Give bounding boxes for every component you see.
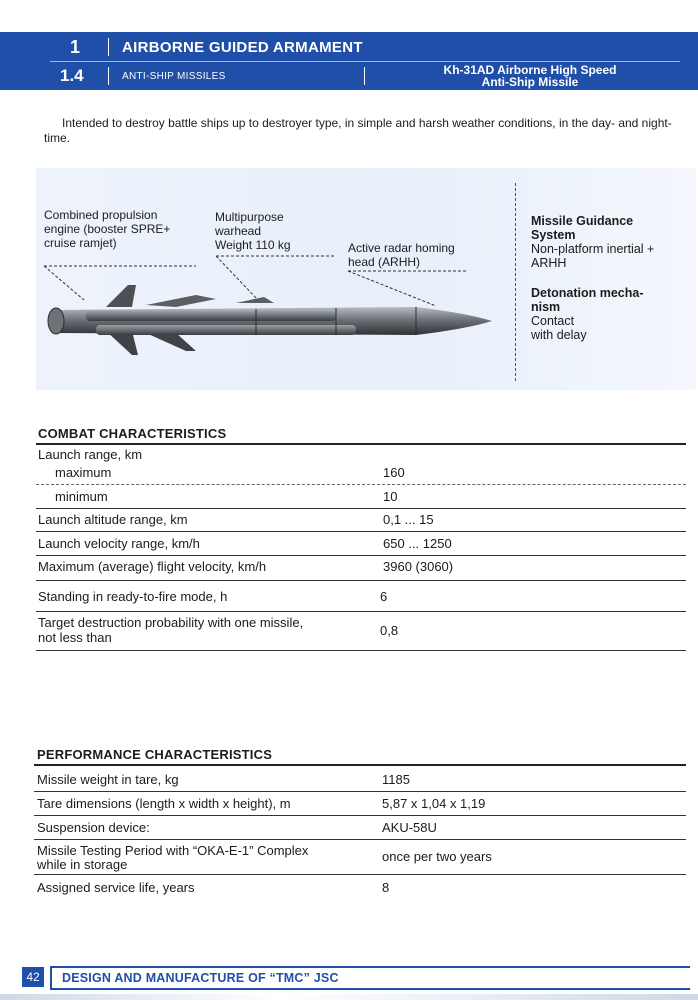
footer-bar xyxy=(50,966,690,990)
header-separator xyxy=(364,67,365,85)
header-separator xyxy=(108,38,109,56)
guidance-title: Missile Guidance System xyxy=(531,214,634,242)
propulsion-label: Combined propulsion engine (booster SPRE+ cruise ramjet) xyxy=(44,208,171,250)
table-rule xyxy=(36,580,686,581)
warhead-label: Multipurpose warhead Weight 110 kg xyxy=(215,210,291,252)
homing-head-label: Active radar homing head (ARHH) xyxy=(348,241,455,269)
table-rule xyxy=(36,531,686,532)
table-rule xyxy=(34,764,686,766)
intro-paragraph: Intended to destroy battle ships up to destroyer type, in simple and harsh weather conditions, in the day- and night-time. xyxy=(44,116,672,145)
page-number: 42 xyxy=(22,967,44,987)
missile-image xyxy=(36,255,496,365)
detonation-text: Contact with delay xyxy=(531,314,587,342)
product-title: Kh-31AD Airborne High Speed Anti-Ship Missile xyxy=(443,63,617,89)
section-number: 1.4 xyxy=(60,66,84,85)
footer-text: DESIGN AND MANUFACTURE OF “TMC” JSC xyxy=(62,971,339,985)
guidance-text: Non-platform inertial + ARHH xyxy=(531,242,655,270)
table-rule xyxy=(34,815,686,816)
table-rule xyxy=(36,555,686,556)
header-separator xyxy=(108,67,109,85)
table-rule xyxy=(34,839,686,840)
table-rule xyxy=(36,611,686,612)
table-rule xyxy=(36,484,686,485)
table-rule xyxy=(36,443,686,445)
chapter-title: AIRBORNE GUIDED ARMAMENT xyxy=(122,39,363,56)
table-rule xyxy=(36,650,686,651)
performance-section-title: PERFORMANCE CHARACTERISTICS xyxy=(37,747,273,762)
panel-divider xyxy=(515,183,516,381)
chapter-header xyxy=(0,32,698,62)
combat-section-title: COMBAT CHARACTERISTICS xyxy=(38,426,227,441)
table-rule xyxy=(36,508,686,509)
detonation-title: Detonation mecha- nism xyxy=(531,286,644,314)
chapter-number: 1 xyxy=(70,37,81,57)
table-rule xyxy=(34,791,686,792)
section-header xyxy=(0,62,698,90)
section-title: ANTI-SHIP MISSILES xyxy=(122,71,226,82)
table-rule xyxy=(34,874,686,875)
bottom-strip xyxy=(0,994,698,1000)
